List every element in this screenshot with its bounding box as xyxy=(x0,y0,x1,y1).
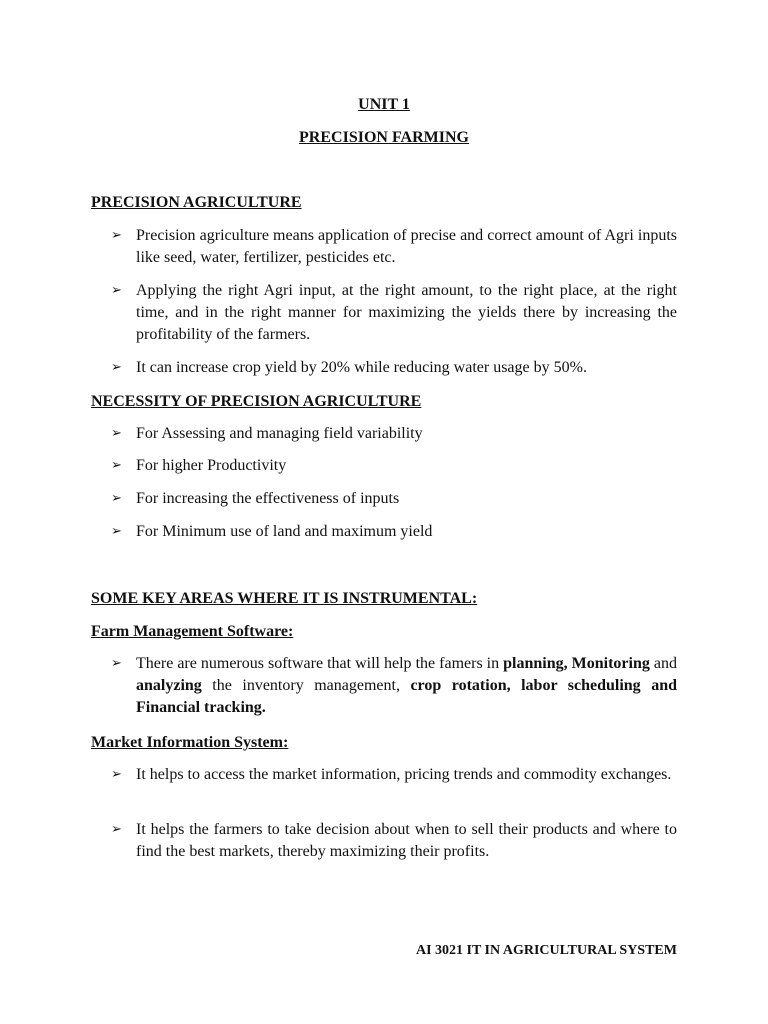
list-item xyxy=(111,488,677,510)
page-footer: AI 3021 IT IN AGRICULTURAL SYSTEM xyxy=(415,943,677,958)
arrow-bullet-icon: ➢ xyxy=(111,491,122,506)
bullet-text: Precision agriculture means application of precise and correct amount of Agri inputs like seed, water, fertilizer, pesticides etc. xyxy=(136,227,677,266)
list-item xyxy=(111,521,677,543)
bullet-text-bold: planning, Monitoring xyxy=(503,655,650,672)
bullet-text: It helps the farmers to take decision about when to sell their products and where to find the best markets, thereby maximizing their profits. xyxy=(136,821,677,860)
list-item xyxy=(111,764,677,786)
arrow-bullet-icon: ➢ xyxy=(111,458,122,473)
bullet-text-bold: analyzing xyxy=(136,677,202,694)
bullet-text xyxy=(136,653,677,719)
heading-market-information: Market Information System: xyxy=(91,734,289,751)
page-title: PRECISION FARMING xyxy=(299,129,469,146)
arrow-bullet-icon: ➢ xyxy=(111,283,122,298)
unit-title: UNIT 1 xyxy=(358,96,410,113)
bullet-text: Applying the right Agri input, at the right amount, to the right place, at the right time, and in the right manner for maximizing the yields there by increasing the profitability of the farmers. xyxy=(136,282,677,343)
list-item xyxy=(111,653,677,719)
bullet-text: For increasing the effectiveness of inputs xyxy=(136,490,400,507)
arrow-bullet-icon: ➢ xyxy=(111,360,122,375)
list-item xyxy=(111,280,677,346)
bullet-text: For Assessing and managing field variability xyxy=(136,425,423,442)
arrow-bullet-icon: ➢ xyxy=(111,656,122,671)
list-item xyxy=(111,357,677,379)
arrow-bullet-icon: ➢ xyxy=(111,767,122,782)
arrow-bullet-icon: ➢ xyxy=(111,822,122,837)
arrow-bullet-icon: ➢ xyxy=(111,524,122,539)
bullet-text-part: There are numerous software that will help the famers in xyxy=(136,655,504,672)
bullet-text: It helps to access the market information, pricing trends and commodity exchanges. xyxy=(136,766,672,783)
bullet-text: For higher Productivity xyxy=(136,457,287,474)
heading-precision-agriculture: PRECISION AGRICULTURE xyxy=(91,194,302,211)
heading-necessity: NECESSITY OF PRECISION AGRICULTURE xyxy=(91,393,422,410)
heading-farm-management: Farm Management Software: xyxy=(91,623,294,640)
list-item xyxy=(111,819,677,863)
bullet-text-part: and xyxy=(649,655,678,672)
list-item xyxy=(111,455,677,477)
arrow-bullet-icon: ➢ xyxy=(111,228,122,243)
arrow-bullet-icon: ➢ xyxy=(111,426,122,441)
bullet-text-part: the inventory management, xyxy=(201,677,411,694)
list-item xyxy=(111,225,677,269)
bullet-text-bold: crop rotation, labor scheduling and Financial tracking. xyxy=(136,677,677,716)
list-item xyxy=(111,423,677,445)
bullet-text: For Minimum use of land and maximum yield xyxy=(136,523,433,540)
bullet-text: It can increase crop yield by 20% while reducing water usage by 50%. xyxy=(136,359,587,376)
heading-key-areas: SOME KEY AREAS WHERE IT IS INSTRUMENTAL: xyxy=(91,590,478,607)
